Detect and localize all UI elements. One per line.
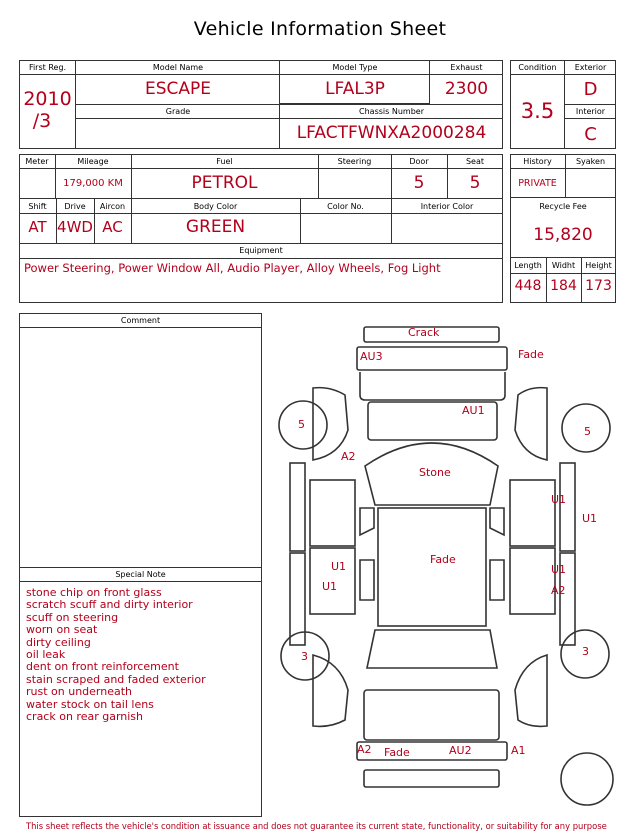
fuel-value: PETROL bbox=[191, 173, 258, 193]
equipment-value: Power Steering, Power Window All, Audio Player, Alloy Wheels, Fog Light bbox=[24, 261, 441, 275]
special-note-item: worn on seat bbox=[26, 623, 98, 637]
recycle-fee-value: 15,820 bbox=[533, 225, 593, 245]
exterior-label: Exterior bbox=[574, 63, 607, 72]
chassis-number-value: LFACTFWNXA2000284 bbox=[296, 123, 487, 143]
door-value: 5 bbox=[413, 173, 425, 193]
right-rear-door-shape bbox=[510, 548, 555, 614]
grade-label: Grade bbox=[165, 107, 191, 116]
special-note-item: scratch scuff and dirty interior bbox=[26, 598, 193, 612]
page-title: Vehicle Information Sheet bbox=[193, 18, 447, 40]
mark-tire-front-right: 5 bbox=[584, 425, 591, 438]
right-window-rear bbox=[490, 560, 504, 600]
roof-shape bbox=[378, 508, 486, 626]
seat-label: Seat bbox=[465, 157, 485, 166]
right-side-frame-top bbox=[560, 463, 575, 551]
height-value: 173 bbox=[585, 278, 612, 294]
special-note-label: Special Note bbox=[115, 570, 166, 579]
model-type-value: LFAL3P bbox=[325, 79, 385, 99]
model-type-label: Model Type bbox=[332, 63, 378, 72]
height-label: Height bbox=[585, 261, 612, 270]
right-front-door-shape bbox=[510, 480, 555, 546]
mark-right-rear-door-1: U1 bbox=[551, 563, 567, 576]
special-note-item: scuff on steering bbox=[26, 610, 119, 624]
front-bumper-shape bbox=[364, 770, 499, 787]
door-label: Door bbox=[409, 157, 429, 166]
first-reg-label: First Reg. bbox=[28, 63, 67, 72]
aircon-value: AC bbox=[102, 218, 123, 236]
exterior-value: D bbox=[583, 79, 598, 100]
right-window-front bbox=[490, 508, 504, 535]
model-name-label: Model Name bbox=[152, 63, 204, 72]
chassis-number-label: Chassis Number bbox=[359, 107, 424, 116]
mark-rear-fade: Fade bbox=[384, 746, 410, 759]
shift-value: AT bbox=[28, 218, 47, 236]
drive-label: Drive bbox=[64, 202, 86, 211]
syaken-label: Syaken bbox=[575, 157, 606, 166]
front-panel-shape bbox=[357, 742, 507, 760]
disclaimer-footer: This sheet reflects the vehicle's condition at issuance and does not guarantee its current state, functionality, or suitability for any purpose bbox=[26, 821, 607, 831]
body-color-label: Body Color bbox=[193, 202, 238, 211]
mark-left-door-1: U1 bbox=[331, 560, 347, 573]
mark-tire-front-left: 5 bbox=[298, 418, 305, 431]
shift-label: Shift bbox=[28, 202, 47, 211]
special-note-item: rust on underneath bbox=[26, 685, 133, 699]
rear-window-shape bbox=[367, 630, 497, 668]
special-note-item: crack on rear garnish bbox=[26, 710, 144, 724]
fuel-label: Fuel bbox=[216, 157, 233, 166]
mark-left-door-2: U1 bbox=[322, 580, 338, 593]
length-value: 448 bbox=[514, 278, 542, 294]
first-reg-month: /3 bbox=[32, 110, 52, 132]
first-reg-year: 2010 bbox=[23, 88, 72, 110]
history-label: History bbox=[523, 157, 552, 166]
left-rear-fender-shape bbox=[313, 655, 348, 726]
comment-label: Comment bbox=[120, 316, 161, 325]
right-rear-fender-shape bbox=[515, 655, 547, 726]
history-value: PRIVATE bbox=[518, 178, 557, 189]
right-fender-shape bbox=[515, 388, 547, 460]
mark-rear-a1: A1 bbox=[511, 744, 526, 757]
mark-right-front-door-2: U1 bbox=[582, 512, 598, 525]
left-side-frame-bottom bbox=[290, 553, 305, 645]
mileage-value: 179,000 KM bbox=[63, 178, 123, 189]
mark-front-left: AU3 bbox=[360, 350, 383, 363]
interior-color-label: Interior Color bbox=[420, 202, 474, 211]
length-label: Length bbox=[514, 261, 542, 270]
special-note-item: stain scraped and faded exterior bbox=[26, 672, 206, 686]
damage-labels bbox=[298, 326, 597, 759]
left-window-rear bbox=[360, 560, 374, 600]
special-note-item: dirty ceiling bbox=[26, 635, 91, 649]
special-note-item: oil leak bbox=[26, 648, 66, 662]
seat-value: 5 bbox=[469, 173, 481, 193]
mark-rear-bumper: Crack bbox=[408, 326, 440, 339]
width-label: Widht bbox=[551, 261, 576, 270]
hood-shape bbox=[360, 372, 505, 400]
mark-rear-au2: AU2 bbox=[449, 744, 472, 757]
recycle-fee-label: Recycle Fee bbox=[539, 202, 587, 211]
model-name-value: ESCAPE bbox=[144, 79, 212, 99]
aircon-label: Aircon bbox=[99, 202, 126, 211]
steering-label: Steering bbox=[337, 157, 372, 166]
mark-right-front-door-1: U1 bbox=[551, 493, 567, 506]
left-side-frame-top bbox=[290, 463, 305, 551]
tailgate-shape bbox=[364, 690, 499, 740]
body-color-value: GREEN bbox=[185, 217, 246, 237]
special-note-item: water stock on tail lens bbox=[26, 697, 154, 711]
condition-value: 3.5 bbox=[520, 99, 555, 123]
color-no-label: Color No. bbox=[327, 202, 364, 211]
meter-label: Meter bbox=[25, 157, 49, 166]
mark-tire-rear-left: 3 bbox=[301, 650, 308, 663]
interior-value: C bbox=[584, 124, 597, 145]
mark-roof: Fade bbox=[430, 553, 456, 566]
drive-value: 4WD bbox=[57, 218, 93, 236]
exhaust-value: 2300 bbox=[444, 79, 489, 99]
mark-left-fender: A2 bbox=[341, 450, 356, 463]
mark-tire-rear-right: 3 bbox=[582, 645, 589, 658]
special-note-item: dent on front reinforcement bbox=[26, 660, 179, 674]
equipment-label: Equipment bbox=[239, 246, 283, 255]
left-window-front bbox=[360, 508, 374, 535]
mark-front-right: Fade bbox=[518, 348, 544, 361]
tire-spare bbox=[561, 753, 613, 805]
condition-label: Condition bbox=[518, 63, 557, 72]
mark-windshield: Stone bbox=[419, 466, 451, 479]
mark-rear-left: A2 bbox=[357, 743, 372, 756]
mark-right-rear-door-2: A2 bbox=[551, 584, 566, 597]
mileage-label: Mileage bbox=[77, 157, 109, 166]
width-value: 184 bbox=[550, 278, 577, 294]
interior-label: Interior bbox=[575, 107, 606, 116]
exhaust-label: Exhaust bbox=[450, 63, 483, 72]
mark-hood: AU1 bbox=[462, 404, 485, 417]
left-front-door-shape bbox=[310, 480, 355, 546]
special-note-item: stone chip on front glass bbox=[26, 586, 162, 599]
